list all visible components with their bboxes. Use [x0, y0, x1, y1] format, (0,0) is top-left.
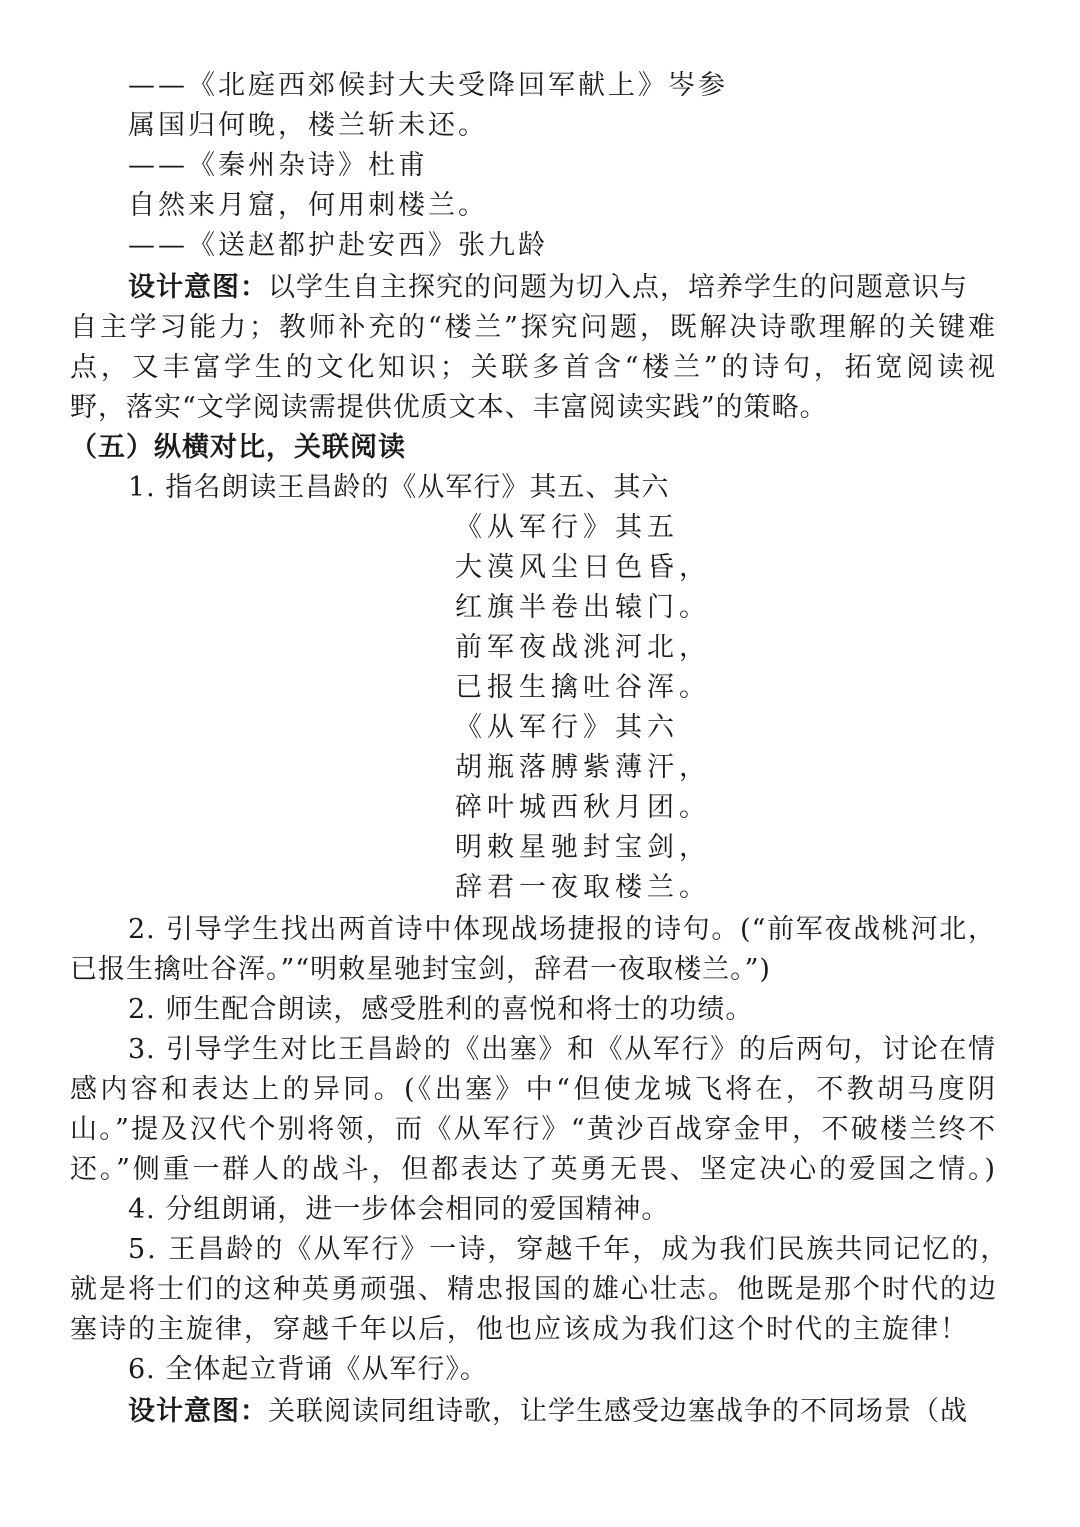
quote-line: 自然来月窟，何用刺楼兰。 [128, 190, 488, 221]
step-item: 4. 分组朗诵，进一步体会相同的爱国精神。 [128, 1194, 670, 1225]
step-item-continued: 山。”提及汉代个别将领，而《从军行》“黄沙百战穿金甲，不破楼兰终不 [70, 1114, 996, 1145]
poem-line: 明敕星驰封宝剑， [455, 832, 711, 863]
design-intent-paragraph [128, 1392, 968, 1432]
poem-line: 辞君一夜取楼兰。 [455, 872, 711, 903]
step-item: 2. 师生配合朗读，感受胜利的喜悦和将士的功绩。 [128, 994, 754, 1025]
poem-title: 《从军行》其五 [455, 512, 679, 543]
step-item-continued: 塞诗的主旋律，穿越千年以后，他也应该成为我们这个时代的主旋律！ [70, 1314, 969, 1345]
poem-line: 胡瓶落膊紫薄汗， [455, 752, 711, 783]
design-intent-text: 自主学习能力；教师补充的“楼兰”探究问题，既解决诗歌理解的关键难 [70, 312, 996, 343]
step-item: 2. 引导学生找出两首诗中体现战场捷报的诗句。(“前军夜战桃河北， [128, 914, 996, 945]
section-heading: （五）纵横对比，关联阅读 [70, 432, 406, 463]
design-intent-text: 野，落实“文学阅读需提供优质文本、丰富阅读实践”的策略。 [70, 392, 828, 423]
step-item-continued: 还。”侧重一群人的战斗，但都表达了英勇无畏、坚定决心的爱国之情。) [70, 1154, 996, 1185]
quote-attribution: ——《秦州杂诗》杜甫 [128, 150, 428, 181]
design-intent-text: 点，又丰富学生的文化知识；关联多首含“楼兰”的诗句，拓宽阅读视 [70, 352, 996, 383]
design-intent-text: 以学生自主探究的问题为切入点，培养学生的问题意识与 [268, 272, 968, 303]
step-item: 5. 王昌龄的《从军行》一诗，穿越千年，成为我们民族共同记忆的， [128, 1234, 1010, 1265]
step-item: 6. 全体起立背诵《从军行》。 [128, 1354, 488, 1385]
poem-line: 已报生擒吐谷浑。 [455, 672, 711, 703]
poem-line: 大漠风尘日色昏， [455, 552, 711, 583]
poem-line: 前军夜战洮河北， [455, 632, 711, 663]
design-intent-label: 设计意图： [128, 272, 268, 303]
quote-attribution: ——《北庭西郊候封大夫受降回军献上》岑参 [128, 70, 728, 101]
poem-title: 《从军行》其六 [455, 712, 679, 743]
design-intent-text: 关联阅读同组诗歌，让学生感受边塞战争的不同场景（战 [268, 1396, 968, 1427]
poem-line: 碎叶城西秋月团。 [455, 792, 711, 823]
quote-attribution: ——《送赵都护赴安西》张九龄 [128, 230, 548, 261]
step-item-continued: 已报生擒吐谷浑。”“明敕星驰封宝剑，辞君一夜取楼兰。”) [70, 954, 771, 985]
design-intent-label: 设计意图： [128, 1396, 268, 1427]
poem-line: 红旗半卷出辕门。 [455, 592, 711, 623]
step-item-continued: 感内容和表达上的异同。(《出塞》中“但使龙城飞将在，不教胡马度阴 [70, 1074, 996, 1105]
step-item-continued: 就是将士们的这种英勇顽强、精忠报国的雄心壮志。他既是那个时代的边 [70, 1274, 998, 1305]
step-item: 3. 引导学生对比王昌龄的《出塞》和《从军行》的后两句，讨论在情 [128, 1034, 996, 1065]
step-item: 1. 指名朗读王昌龄的《从军行》其五、其六 [128, 472, 670, 503]
quote-line: 属国归何晚，楼兰斩未还。 [128, 110, 488, 141]
design-intent-paragraph [128, 268, 968, 308]
